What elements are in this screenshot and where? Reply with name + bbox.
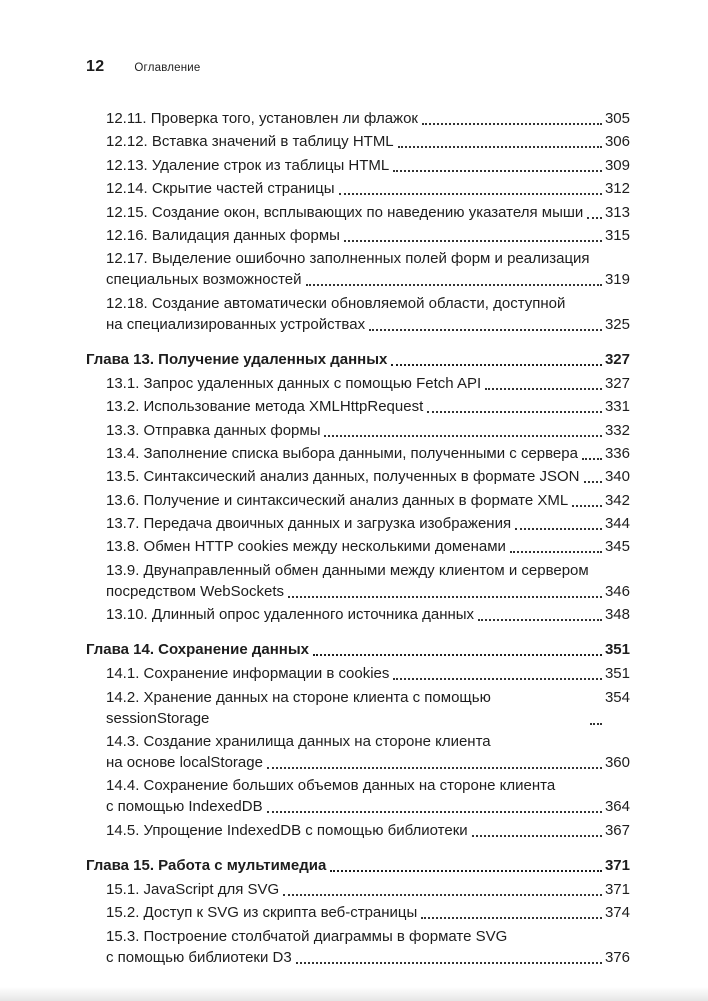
page-number: 12: [86, 58, 105, 75]
toc-target-page-number: 319: [604, 271, 630, 289]
toc-chapter-heading: [86, 855, 630, 876]
dot-leader: [339, 193, 602, 195]
toc-entry: [86, 373, 630, 394]
dot-leader: [288, 596, 602, 598]
toc-target-page-number: 360: [604, 754, 630, 772]
toc-entry: [86, 443, 630, 464]
toc-entry-text: 12.16. Валидация данных формы: [106, 226, 340, 244]
toc-line: [106, 248, 630, 269]
toc-line: [106, 269, 630, 290]
toc-line: [106, 513, 630, 534]
toc-entry: [86, 155, 630, 176]
toc-entry-text: 13.4. Заполнение списка выбора данными, полученными с сервера: [106, 444, 578, 462]
toc-entry-text: 12.11. Проверка того, установлен ли флажок: [106, 110, 418, 127]
toc-target-page-number: 305: [604, 110, 630, 127]
toc-line: [106, 604, 630, 625]
toc-entry-text: с помощью библиотеки D3: [106, 948, 292, 966]
toc-entry-text: на основе localStorage: [106, 754, 263, 772]
toc-target-page-number: 306: [604, 133, 630, 151]
toc-entry: [86, 663, 630, 684]
toc-entry: [86, 396, 630, 417]
toc-target-page-number: 371: [604, 856, 630, 874]
toc-target-page-number: 325: [604, 315, 630, 333]
toc-line: [106, 108, 630, 129]
toc-entry: [86, 604, 630, 625]
toc-entry: [86, 513, 630, 534]
toc-entry-text: 13.7. Передача двоичных данных и загрузка изображения: [106, 515, 512, 533]
toc-target-page-number: 336: [604, 444, 630, 462]
toc-entry: [86, 248, 630, 290]
toc-target-page-number: 331: [604, 398, 630, 416]
toc-target-page-number: 342: [604, 491, 630, 509]
toc-entry-text: на специализированных устройствах: [106, 315, 366, 333]
toc-line: [106, 796, 630, 817]
dot-leader: [391, 364, 602, 366]
toc-entry-text: 15.1. JavaScript для SVG: [106, 880, 280, 898]
toc-entry: [86, 178, 630, 199]
dot-leader: [584, 481, 602, 483]
toc-line: [106, 687, 630, 729]
dot-leader: [267, 767, 602, 769]
dot-leader: [283, 894, 602, 896]
toc-entry-text: 13.6. Получение и синтаксический анализ данных в формате XML: [106, 491, 569, 509]
toc-target-page-number: 354: [604, 688, 630, 706]
toc-target-page-number: 374: [604, 904, 630, 922]
toc-entry: [86, 560, 630, 602]
dot-leader: [393, 678, 602, 680]
dot-leader: [582, 458, 602, 460]
toc-line: [86, 349, 630, 370]
toc-line: [106, 225, 630, 246]
toc-entry-text: с помощью IndexedDB: [106, 798, 263, 816]
dot-leader: [422, 123, 602, 125]
toc-entry-text: посредством WebSockets: [106, 582, 284, 600]
toc-entry: [86, 687, 630, 729]
toc-entry: [86, 225, 630, 246]
toc-line: [106, 131, 630, 152]
toc-entry-text: 12.13. Удаление строк из таблицы HTML: [106, 156, 390, 174]
toc-entry-text: Глава 15. Работа с мультимедиа: [86, 856, 327, 874]
dot-leader: [572, 505, 602, 507]
toc-line: [106, 396, 630, 417]
dot-leader: [421, 917, 602, 919]
toc-entry: [86, 490, 630, 511]
toc-line: [106, 373, 630, 394]
toc-line: [106, 443, 630, 464]
toc-entry-text: 14.2. Хранение данных на стороне клиента с помощью sessionStorage: [106, 688, 491, 727]
toc-entry: [86, 202, 630, 223]
toc-target-page-number: 348: [604, 606, 630, 624]
toc-entry-text: 14.5. Упрощение IndexedDB с помощью библиотеки: [106, 821, 468, 839]
toc-target-page-number: 345: [604, 538, 630, 556]
toc-target-page-number: 364: [604, 798, 630, 816]
table-of-contents: [86, 108, 630, 968]
toc-entry: [86, 131, 630, 152]
toc-entry-text: 13.2. Использование метода XMLHttpRequest: [106, 398, 424, 416]
toc-target-page-number: 344: [604, 515, 630, 533]
toc-line: [106, 879, 630, 900]
toc-entry-text: 13.10. Длинный опрос удаленного источника данных: [106, 606, 475, 624]
dot-leader: [306, 284, 602, 286]
toc-target-page-number: 309: [604, 156, 630, 174]
dot-leader: [393, 170, 602, 172]
dot-leader: [472, 835, 602, 837]
toc-target-page-number: 371: [604, 880, 630, 898]
toc-entry-text: 12.15. Создание окон, всплывающих по наведению указателя мыши: [106, 203, 584, 221]
toc-line: [106, 663, 630, 684]
toc-entry-text: 15.3. Построение столбчатой диаграммы в формате SVG: [106, 927, 508, 945]
toc-target-page-number: 340: [604, 468, 630, 486]
toc-line: [86, 639, 630, 660]
toc-line: [106, 293, 630, 314]
toc-entry-text: 12.17. Выделение ошибочно заполненных полей форм и реализация: [106, 250, 590, 268]
toc-line: [86, 855, 630, 876]
toc-line: [106, 775, 630, 796]
toc-entry: [86, 536, 630, 557]
toc-entry: [86, 820, 630, 841]
dot-leader: [427, 411, 602, 413]
toc-line: [106, 202, 630, 223]
dot-leader: [485, 388, 602, 390]
dot-leader: [344, 240, 602, 242]
toc-target-page-number: 346: [604, 582, 630, 600]
toc-entry-text: 15.2. Доступ к SVG из скрипта веб-страницы: [106, 904, 418, 922]
toc-target-page-number: 332: [604, 421, 630, 439]
toc-target-page-number: 351: [604, 665, 630, 683]
toc-entry-text: специальных возможностей: [106, 271, 302, 289]
toc-entry-text: Глава 14. Сохранение данных: [86, 641, 309, 659]
toc-entry-text: 14.3. Создание хранилища данных на стороне клиента: [106, 733, 491, 751]
toc-target-page-number: 367: [604, 821, 630, 839]
dot-leader: [267, 811, 602, 813]
toc-line: [106, 466, 630, 487]
toc-target-page-number: 327: [604, 350, 630, 368]
dot-leader: [313, 654, 602, 656]
toc-entry-text: 12.14. Скрытие частей страницы: [106, 180, 335, 198]
toc-target-page-number: 351: [604, 641, 630, 659]
toc-line: [106, 820, 630, 841]
dot-leader: [324, 435, 601, 437]
toc-entry: [86, 731, 630, 773]
toc-entry: [86, 926, 630, 968]
toc-target-page-number: 312: [604, 180, 630, 198]
toc-line: [106, 155, 630, 176]
dot-leader: [369, 329, 602, 331]
toc-entry: [86, 775, 630, 817]
toc-chapter-heading: [86, 639, 630, 660]
dot-leader: [587, 217, 602, 219]
dot-leader: [398, 146, 602, 148]
toc-target-page-number: 313: [604, 203, 630, 221]
toc-entry: [86, 293, 630, 335]
page-header: [86, 58, 630, 76]
toc-entry: [86, 879, 630, 900]
dot-leader: [515, 528, 602, 530]
toc-entry-text: 12.12. Вставка значений в таблицу HTML: [106, 133, 394, 151]
toc-entry-text: 13.9. Двунаправленный обмен данными между клиентом и сервером: [106, 561, 589, 579]
toc-entry: [86, 902, 630, 923]
toc-entry: [86, 466, 630, 487]
running-title: Оглавление: [134, 62, 201, 74]
toc-entry-text: Глава 13. Получение удаленных данных: [86, 350, 388, 368]
toc-line: [106, 314, 630, 335]
toc-chapter-heading: [86, 349, 630, 370]
toc-entry-text: 13.5. Синтаксический анализ данных, полученных в формате JSON: [106, 468, 580, 486]
toc-line: [106, 178, 630, 199]
toc-line: [106, 536, 630, 557]
toc-target-page-number: 376: [604, 948, 630, 966]
dot-leader: [510, 551, 602, 553]
toc-entry: [86, 420, 630, 441]
dot-leader: [296, 962, 602, 964]
toc-entry-text: 13.3. Отправка данных формы: [106, 421, 321, 439]
dot-leader: [330, 870, 602, 872]
dot-leader: [590, 723, 602, 725]
toc-entry-text: 12.18. Создание автоматически обновляемой области, доступной: [106, 294, 566, 312]
toc-line: [106, 902, 630, 923]
toc-entry-text: 13.8. Обмен HTTP cookies между несколькими доменами: [106, 538, 506, 556]
toc-line: [106, 581, 630, 602]
toc-entry-text: 13.1. Запрос удаленных данных с помощью Fetch API: [106, 374, 482, 392]
toc-entry-text: 14.4. Сохранение больших объемов данных на стороне клиента: [106, 777, 556, 795]
toc-entry-text: 14.1. Сохранение информации в cookies: [106, 665, 390, 683]
toc-target-page-number: 315: [604, 226, 630, 244]
toc-entry: [86, 108, 630, 129]
toc-line: [106, 947, 630, 968]
toc-line: [106, 560, 630, 581]
toc-line: [106, 731, 630, 752]
toc-line: [106, 752, 630, 773]
dot-leader: [478, 619, 602, 621]
toc-line: [106, 926, 630, 947]
toc-target-page-number: 327: [604, 374, 630, 392]
toc-line: [106, 490, 630, 511]
toc-line: [106, 420, 630, 441]
